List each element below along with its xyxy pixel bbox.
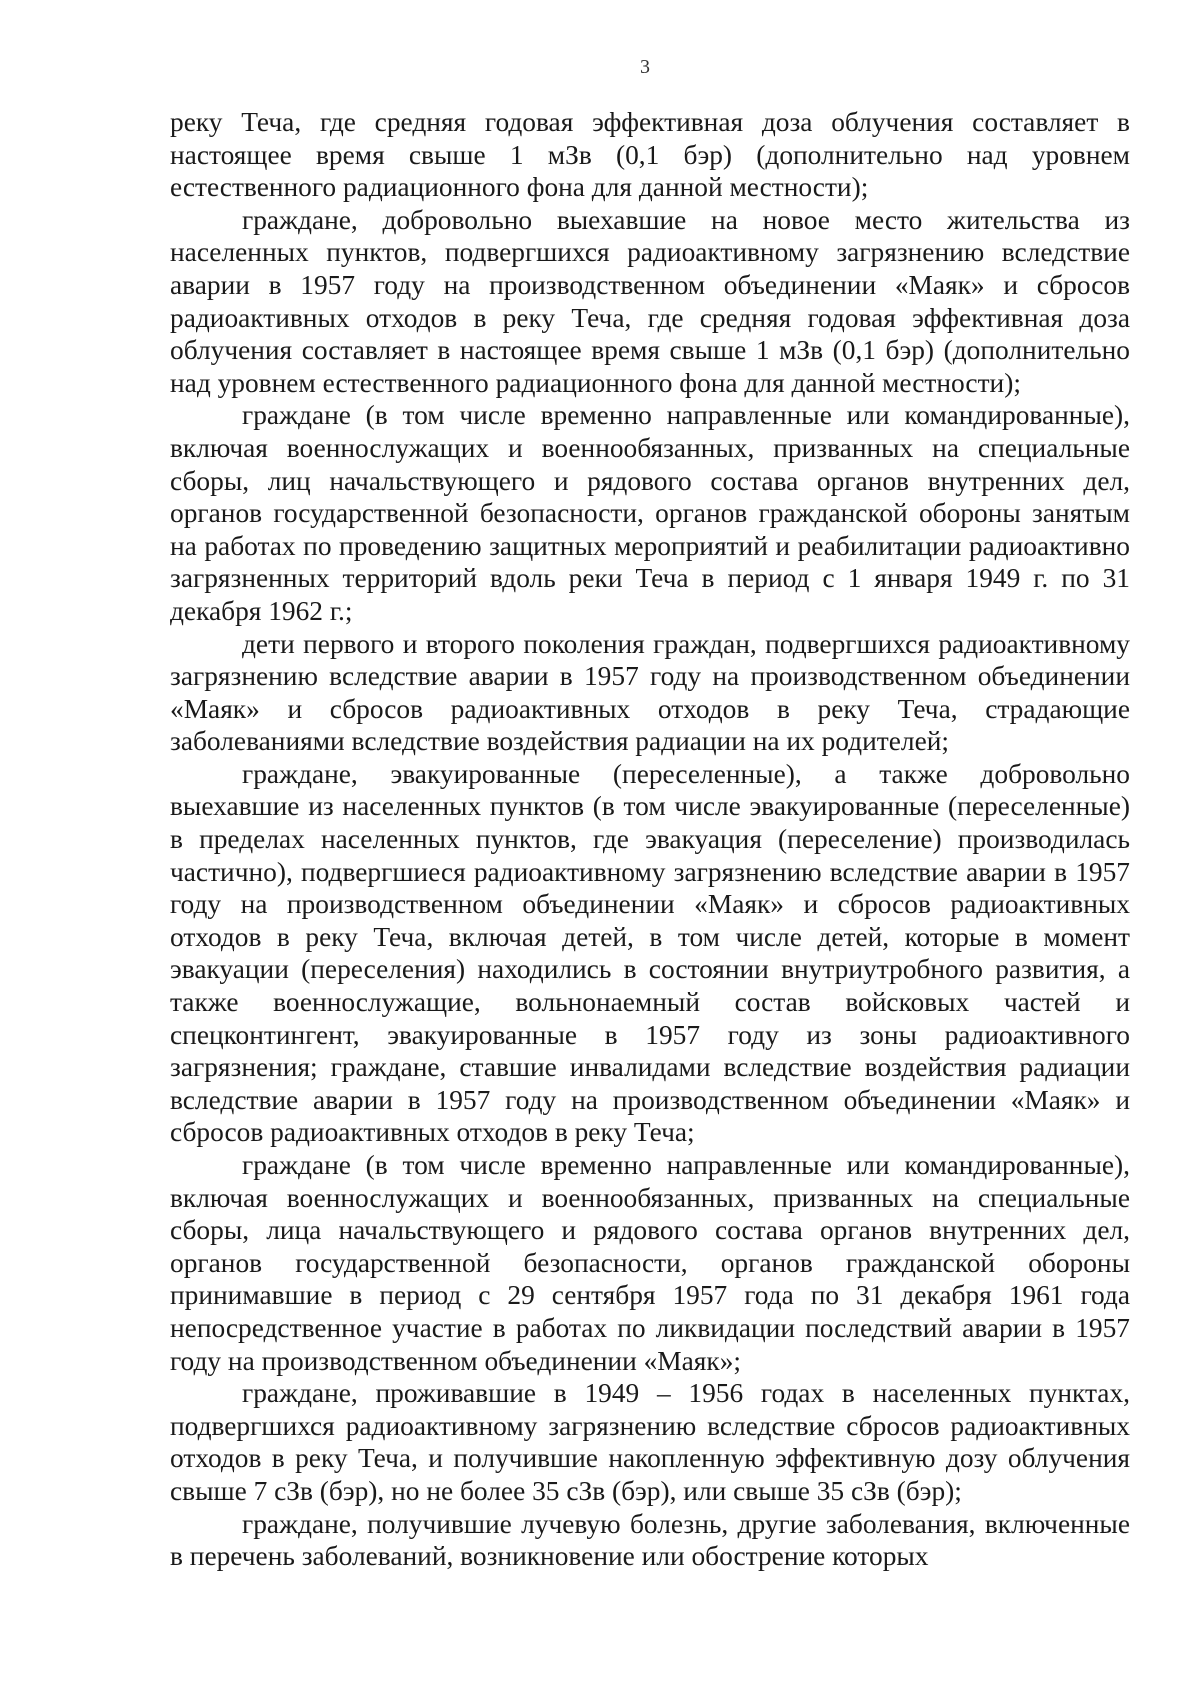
paragraph-techa-workers-1949-1962: граждане (в том числе временно направленные или командированные), включая военнослужащих и военнообязанных, призванных на специальные сборы, лиц начальствующего и рядового состава органов внутренних дел, органов государственной безопасности, органов гражданской обороны занятым на работах по проведению защитных мероприятий и реабилитации радиоактивно загрязненных территорий вдоль реки Теча в период с 1 января 1949 г. по 31 декабря 1962 г.; — [170, 400, 1130, 626]
paragraph-evacuated-citizens: граждане, эвакуированные (переселенные), а также добровольно выехавшие из населенных пунктов (в том числе эвакуированные (переселенные) в пределах населенных пунктов, где эвакуация (переселение) производилась частично), подвергшиеся радиоактивному загрязнению вследствие аварии в 1957 году на производственном объединении «Маяк» и сбросов радиоактивных отходов в реку Теча, включая детей, в том числе детей, которые в момент эвакуации (переселения) находились в состоянии внутриутробного развития, а также военнослужащие, вольнонаемный состав войсковых частей и спецконтингент, эвакуированные в 1957 году из зоны радиоактивного загрязнения; граждане, ставшие инвалидами вследствие воздействия радиации вследствие аварии в 1957 году на производственном объединении «Маяк» и сбросов радиоактивных отходов в реку Теча; — [170, 758, 1130, 1148]
paragraph-continuation: реку Теча, где средняя годовая эффективная доза облучения составляет в настоящее время свыше 1 мЗв (0,1 бэр) (дополнительно над уровнем естественного радиационного фона для данной местности); — [170, 107, 1130, 203]
body-text — [170, 106, 1130, 1573]
paragraph-radiation-sickness: граждане, получившие лучевую болезнь, другие заболевания, включенные в перечень заболеваний, возникновение или обострение которых — [170, 1508, 1130, 1572]
paragraph-residents-1949-1956: граждане, проживавшие в 1949 – 1956 годах в населенных пунктах, подвергшихся радиоактивному загрязнению вследствие сбросов радиоактивных отходов в реку Теча, и получившие накопленную эффективную дозу облучения свыше 7 сЗв (бэр), но не более 35 сЗв (бэр), или свыше 35 сЗв (бэр); — [170, 1378, 1130, 1506]
paragraph-children-first-second-generation: дети первого и второго поколения граждан, подвергшихся радиоактивному загрязнению вследствие аварии в 1957 году на производственном объединении «Маяк» и сбросов радиоактивных отходов в реку Теча, страдающие заболеваниями вследствие воздействия радиации на их родителей; — [170, 628, 1130, 757]
paragraph-voluntary-relocation: граждане, добровольно выехавшие на новое место жительства из населенных пунктов, подвергшихся радиоактивному загрязнению вследствие аварии в 1957 году на производственном объединении «Маяк» и сбросов радиоактивных отходов в реку Теча, где средняя годовая эффективная доза облучения составляет в настоящее время свыше 1 мЗв (0,1 бэр) (дополнительно над уровнем естественного радиационного фона для данной местности); — [170, 204, 1130, 398]
page-number: 3 — [640, 56, 650, 78]
paragraph-liquidators-1957-1961: граждане (в том числе временно направленные или командированные), включая военнослужащих и военнообязанных, призванных на специальные сборы, лица начальствующего и рядового состава органов внутренних дел, органов государственной безопасности, органов гражданской обороны принимавшие в период с 29 сентября 1957 года по 31 декабря 1961 года непосредственное участие в работах по ликвидации последствий аварии в 1957 году на производственном объединении «Маяк»; — [170, 1150, 1130, 1376]
